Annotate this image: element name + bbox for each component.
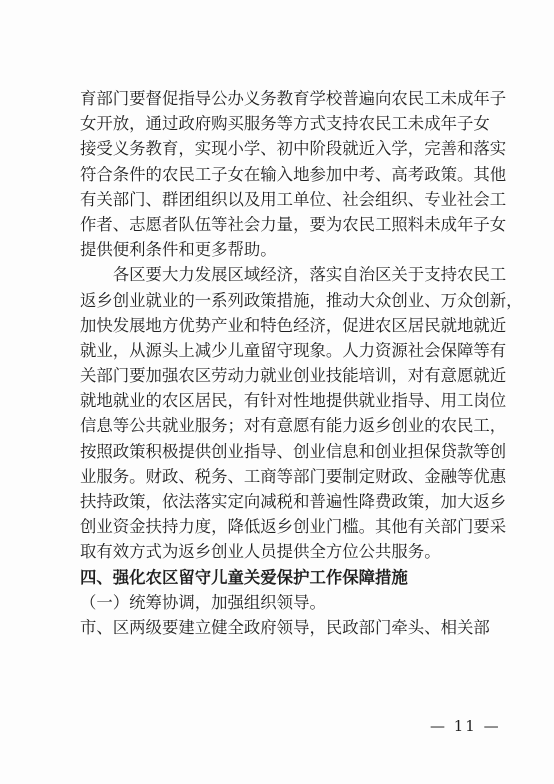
text-line: 信息等公共就业服务；对有意愿有能力返乡创业的农民工， (80, 416, 507, 436)
text-line: 创业资金扶持力度，降低返乡创业门槛。其他有关部门要采 (80, 517, 507, 537)
paragraph-1 (80, 86, 507, 262)
text-line: 扶持政策，依法落实定向减税和普遍性降费政策，加大返乡 (80, 492, 507, 511)
paragraph-2 (80, 262, 523, 564)
text-line: 市、区两级要建立健全政府领导，民政部门牵头、相关部 (80, 617, 490, 637)
text-line: 取有效方式为返乡创业人员提供全方位公共服务。 (80, 542, 441, 562)
text-line: 关部门要加强农区劳动力就业创业技能培训，对有意愿就近 (80, 366, 507, 386)
text-line: 育部门要督促指导公办义务教育学校普遍向农民工未成年子 (80, 89, 507, 108)
text-line: 符合条件的农民工子女在输入地参加中考、高考政策。其他 (80, 164, 507, 184)
text-line: 返乡创业就业的一系列政策措施，推动大众创业、万众创新， (80, 290, 523, 310)
text-line: 女开放，通过政府购买服务等方式支持农民工未成年子女 (80, 114, 490, 134)
text-line: 业服务。财政、税务、工商等部门要制定财政、金融等优惠 (80, 466, 507, 486)
section-heading: 四、强化农区留守儿童关爱保护工作保障措施 (80, 567, 408, 587)
subsection-heading: （一）统筹协调，加强组织领导。 (80, 592, 326, 612)
page-content (80, 86, 523, 640)
paragraph-3 (80, 615, 490, 640)
text-line: 加快发展地方优势产业和特色经济，促进农区居民就地就近 (80, 315, 507, 335)
text-line: 有关部门、群团组织以及用工单位、社会组织、专业社会工 (80, 189, 507, 209)
page-number: — 11 — (430, 717, 501, 735)
text-line: 提供便利条件和更多帮助。 (80, 240, 277, 260)
text-line: 各区要大力发展区域经济，落实自治区关于支持农民工 (80, 265, 507, 285)
text-line: 按照政策积极提供创业指导、创业信息和创业担保贷款等创 (80, 441, 507, 461)
text-line: 就地就业的农区居民，有针对性地提供就业指导、用工岗位 (80, 391, 507, 411)
text-line: 就业，从源头上减少儿童留守现象。人力资源社会保障等有 (80, 340, 507, 360)
text-line: 作者、志愿者队伍等社会力量，要为农民工照料未成年子女 (80, 214, 507, 234)
text-line: 接受义务教育，实现小学、初中阶段就近入学，完善和落实 (80, 139, 507, 159)
